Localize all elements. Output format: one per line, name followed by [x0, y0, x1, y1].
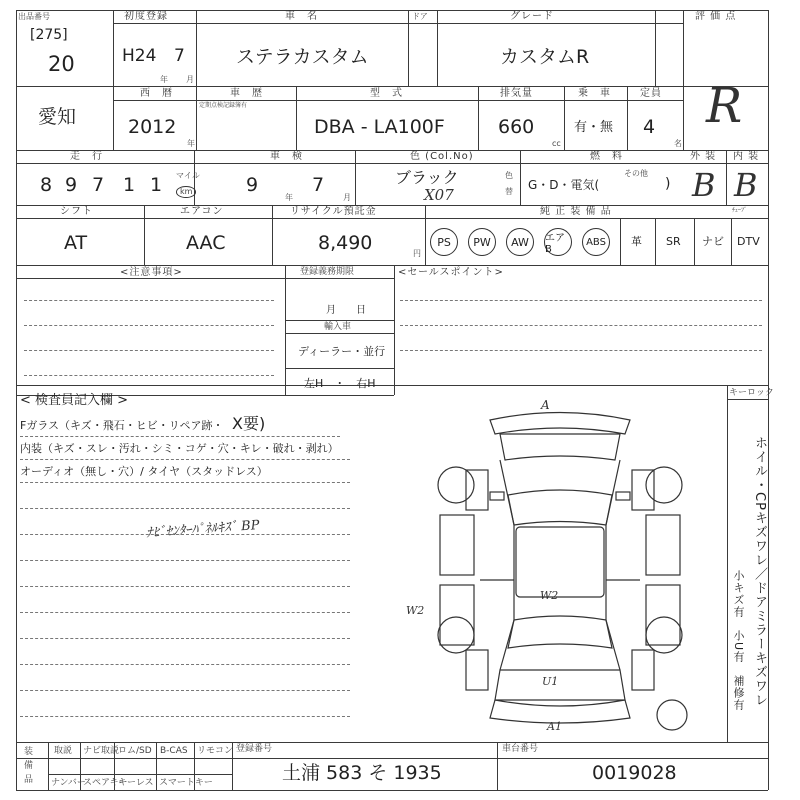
- inspector-title: < 検査員記入欄 >: [20, 393, 129, 408]
- score-label: 評 価 点: [695, 11, 737, 22]
- inspector-line-1-mark: X要): [232, 414, 266, 433]
- recycle-label: リサイクル預託金: [290, 206, 377, 217]
- check-nav-manual: ナビ取説: [83, 746, 120, 756]
- cc-label: 排気量: [500, 88, 533, 99]
- interior-label: 内 装: [733, 151, 760, 162]
- mileage-digit-2: 9: [65, 174, 78, 196]
- side-legend-2: 小キズ有 小U有 補修有: [732, 570, 745, 712]
- reg-deadline-day: 月 日: [326, 305, 366, 316]
- check-smart-key: スマートキー: [159, 778, 213, 788]
- grade-label: グレード: [510, 11, 554, 22]
- mileage-digit-3: 7: [92, 174, 105, 196]
- car-diagram: [420, 400, 700, 740]
- cc-unit: cc: [552, 139, 561, 148]
- fuel-other: その他: [624, 169, 648, 178]
- check-remote: リモコン: [197, 746, 234, 756]
- exterior-score: B: [692, 166, 716, 204]
- model: DBA - LA100F: [314, 116, 445, 138]
- door-label: ドア: [412, 12, 428, 21]
- lot-bracket: [275]: [30, 27, 68, 43]
- key-lock-label: キーロック: [729, 388, 774, 398]
- fuel-close: ): [665, 176, 671, 192]
- first-reg-era: H24: [122, 46, 157, 66]
- year-unit: 年: [187, 139, 195, 148]
- inspector-line-2: 内装（キズ・スレ・汚れ・シミ・コゲ・穴・キレ・破れ・剥れ）: [20, 442, 339, 455]
- year: 2012: [128, 116, 177, 138]
- first-reg-label: 初度登録: [124, 11, 168, 22]
- reg-number: 土浦 583 そ 1935: [282, 762, 442, 784]
- equip-ps: PS: [430, 228, 458, 256]
- recycle: 8,490: [318, 232, 373, 254]
- damage-mark-rear: U1: [542, 675, 559, 688]
- damage-mark-left: W2: [406, 604, 425, 617]
- seats-unit: 名: [674, 139, 682, 148]
- damage-mark-bumper: A1: [547, 720, 562, 733]
- plate: 有・無: [574, 120, 614, 135]
- ac-label: エアコン: [180, 206, 224, 217]
- equip-sunroof: SR: [666, 235, 681, 248]
- history-note: 定期点検記録簿有: [199, 102, 248, 109]
- year-label: 西 暦: [140, 88, 173, 99]
- exterior-label: 外 装: [690, 151, 717, 162]
- color-label: 色 (Col.No): [410, 151, 474, 162]
- region: 愛知: [38, 106, 77, 128]
- inspection-label: 車 検: [270, 151, 303, 162]
- damage-mark-roof: W2: [540, 589, 559, 602]
- frame-number: 0019028: [592, 762, 677, 784]
- shift-label: シフト: [60, 206, 93, 217]
- equip-side-b: 備: [24, 761, 34, 771]
- equip-side-a: 装: [24, 747, 34, 757]
- inspection-year-unit: 年: [285, 193, 293, 202]
- grade: カスタムR: [500, 46, 590, 68]
- interior-score: B: [734, 166, 758, 204]
- history-label: 車 歴: [230, 88, 263, 99]
- first-reg-month: 7: [174, 46, 185, 66]
- frame-number-label: 車台番号: [502, 744, 539, 754]
- mileage-label: 走 行: [70, 151, 103, 162]
- check-spare-key: スペアキー: [83, 778, 128, 788]
- handle-side: 左H ・ 右H: [304, 377, 376, 390]
- inspection-month-unit: 月: [343, 193, 351, 202]
- plate-label: 乗 車: [578, 88, 611, 99]
- color-change-b: 替: [505, 187, 513, 196]
- recycle-unit: 円: [413, 249, 421, 258]
- check-rom-sd: ロム/SD: [118, 746, 152, 756]
- equip-leather: 革: [631, 235, 642, 248]
- fuel-label: 燃 料: [590, 151, 623, 162]
- equip-abs: ABS: [582, 228, 610, 256]
- mileage-unit-mile: マイル: [176, 171, 200, 180]
- first-reg-year-unit: 年: [160, 75, 168, 84]
- tube-label: ﾁｭｰﾌﾞ: [732, 207, 748, 214]
- damage-mark-front: A: [541, 398, 550, 412]
- check-keyless: キーレス: [118, 778, 154, 788]
- cc: 660: [498, 116, 535, 138]
- reg-number-label: 登録番号: [236, 744, 273, 754]
- equip-label: 純 正 装 備 品: [540, 206, 612, 217]
- first-reg-month-unit: 月: [186, 75, 194, 84]
- import-label: 輸入車: [324, 322, 352, 332]
- model-label: 型 式: [370, 88, 403, 99]
- check-bcas: B-CAS: [160, 746, 188, 756]
- check-plate: ナンバー: [51, 778, 86, 788]
- equip-aw: AW: [506, 228, 534, 256]
- import-value: ディーラー・並行: [298, 345, 386, 358]
- color-change-a: 色: [505, 171, 513, 180]
- mileage-digit-4: 1: [123, 174, 136, 196]
- fuel: G・D・電気(: [528, 178, 600, 192]
- ac: AAC: [186, 232, 226, 254]
- equip-side-c: 品: [24, 775, 34, 785]
- sales-point-label: <セールスポイント>: [398, 267, 504, 278]
- check-manual: 取説: [54, 746, 73, 756]
- equip-dtv: DTV: [737, 235, 760, 248]
- mileage-unit-km: km: [176, 186, 196, 198]
- equip-airbag: エアB: [544, 228, 572, 256]
- lot-number: 20: [48, 52, 75, 76]
- car-name: ステラカスタム: [236, 46, 369, 68]
- equip-navi: ナビ: [702, 235, 724, 248]
- inspector-line-1: Fガラス（キズ・飛石・ヒビ・リペア跡・: [20, 419, 224, 432]
- inspection-month: 7: [312, 174, 325, 196]
- shift: AT: [64, 232, 88, 254]
- mileage-digit-5: 1: [150, 174, 163, 196]
- color: ブラック: [395, 168, 459, 187]
- lot-label: 出品番号: [18, 12, 50, 21]
- car-name-label: 車 名: [285, 11, 318, 22]
- score-handwritten: R: [706, 78, 743, 134]
- seats: 4: [643, 116, 656, 138]
- equip-pw: PW: [468, 228, 496, 256]
- color-code: X07: [424, 186, 454, 204]
- inspector-handwritten: ﾅﾋﾞｾﾝﾀｰﾊﾟﾈﾙｷｽﾞ BP: [145, 518, 260, 541]
- inspector-line-3: オーディオ（無し・穴）/ タイヤ（スタッドレス）: [20, 465, 268, 478]
- caution-label: <注意事項>: [120, 267, 183, 278]
- reg-deadline-label: 登録義務期限: [300, 267, 355, 277]
- inspection-year: 9: [246, 174, 259, 196]
- mileage-digit-1: 8: [40, 174, 53, 196]
- side-legend-1: ホイル・CPキズワレ／ドアミラーキズワレ: [752, 436, 767, 707]
- seats-label: 定員: [640, 88, 662, 99]
